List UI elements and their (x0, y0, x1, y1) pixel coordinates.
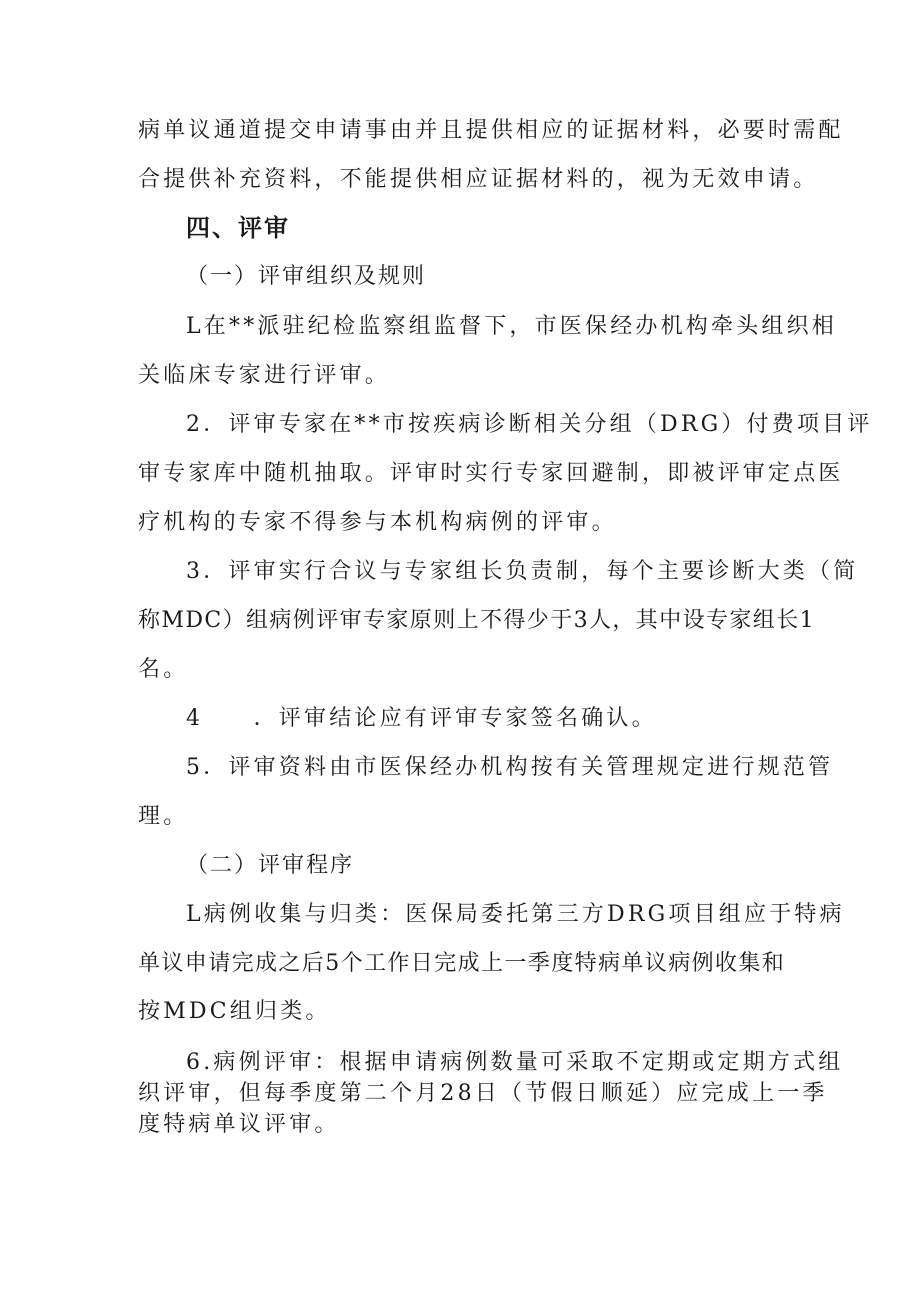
paragraph-line: 疗机构的专家不得参与本机构病例的评审。 (138, 510, 617, 535)
subsection-heading: （一）评审组织及规则 (186, 264, 427, 289)
paragraph-line: 名。 (138, 657, 189, 682)
paragraph-line: 5．评审资料由市医保经办机构按有关管理规定进行规范管 (186, 755, 834, 780)
section-heading: 四、评审 (186, 213, 290, 242)
paragraph-line: 织评审，但每季度第二个月28日（节假日顺延）应完成上一季 (138, 1081, 828, 1106)
paragraph-line: 理。 (138, 804, 189, 829)
paragraph-line: 单议申请完成之后5个工作日完成上一季度特病单议病例收集和 (138, 951, 786, 976)
paragraph-line: 称MDC）组病例评审专家原则上不得少于3人，其中设专家组长1 (138, 608, 815, 633)
paragraph-line: 4 ．评审结论应有评审专家签名确认。 (186, 706, 657, 731)
paragraph-line: 3．评审实行合议与专家组长负责制，每个主要诊断大类（简 (186, 559, 859, 584)
paragraph-line: L在**派驻纪检监察组监督下，市医保经办机构牵头组织相 (186, 314, 838, 339)
paragraph-line: 6.病例评审：根据申请病例数量可采取不定期或定期方式组 (186, 1050, 844, 1075)
paragraph-line: 合提供补充资料，不能提供相应证据材料的，视为无效申请。 (138, 167, 819, 192)
paragraph-line: 关临床专家进行评审。 (138, 363, 391, 388)
paragraph-line: 审专家库中随机抽取。评审时实行专家回避制，即被评审定点医 (138, 461, 844, 486)
paragraph-line: 按MDC组归类。 (138, 999, 331, 1024)
paragraph-line: 度特病单议评审。 (138, 1112, 340, 1137)
paragraph-line: 病单议通道提交申请事由并且提供相应的证据材料，必要时需配 (138, 118, 844, 143)
subsection-heading: （二）评审程序 (186, 853, 355, 878)
paragraph-line: 2．评审专家在**市按疾病诊断相关分组（DRG）付费项目评 (186, 412, 873, 437)
paragraph-line: L病例收集与归类：医保局委托第三方DRG项目组应于特病 (186, 902, 845, 927)
